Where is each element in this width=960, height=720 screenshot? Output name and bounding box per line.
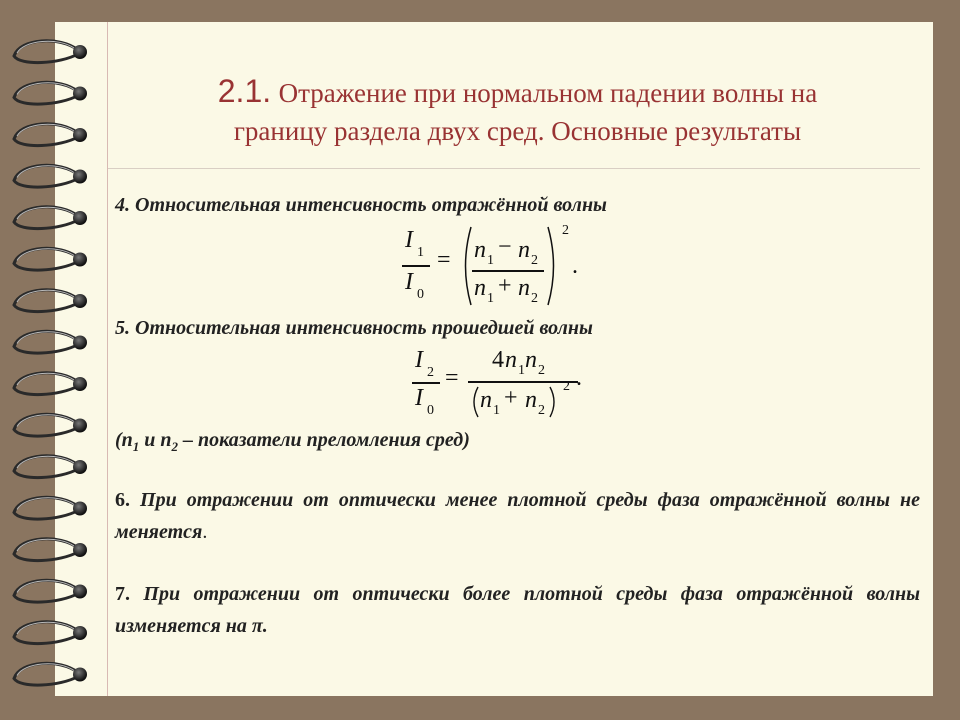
- f1-n1-top-sub: 1: [487, 253, 494, 268]
- title-number: 2.1.: [217, 73, 272, 109]
- spiral-ring: [14, 456, 78, 478]
- note-n1: n: [121, 429, 133, 451]
- spiral-ring: [14, 580, 78, 602]
- f1-I-den: I: [405, 269, 413, 295]
- item-5: 5. Относительная интенсивность прошедшей волны: [115, 317, 593, 339]
- binding-hole: [73, 543, 87, 557]
- slide-title: [115, 72, 920, 150]
- f2-four: 4: [492, 347, 504, 373]
- f2-n2-num: n: [525, 347, 537, 373]
- f1-sub0: 0: [417, 287, 424, 302]
- binding-hole: [73, 626, 87, 640]
- f1-left-paren: [458, 225, 474, 307]
- note-n2: n: [160, 429, 172, 451]
- binding-hole: [73, 336, 87, 350]
- f2-n1-den-sub: 1: [493, 403, 500, 418]
- formula-reflected-intensity: [400, 225, 600, 310]
- spiral-ring: [14, 82, 78, 104]
- note-open: (: [115, 429, 122, 451]
- f2-n2-den: n: [525, 387, 537, 413]
- spiral-ring: [14, 373, 78, 395]
- f1-inner-bar: [472, 270, 544, 272]
- f1-exponent: 2: [562, 223, 569, 238]
- f2-period: .: [576, 365, 582, 391]
- binding-hole: [73, 45, 87, 59]
- f1-minus: −: [498, 234, 512, 260]
- binding-hole: [73, 585, 87, 599]
- f2-I-den: I: [415, 385, 423, 411]
- spiral-ring: [14, 207, 78, 229]
- spiral-ring: [14, 539, 78, 561]
- spiral-binding: [0, 22, 110, 696]
- f1-n2-bot: n: [518, 275, 530, 301]
- note-refractive-indices: [115, 424, 920, 463]
- spiral-ring: [14, 248, 78, 270]
- note-sub2: 2: [171, 439, 179, 454]
- f1-I-num: I: [405, 227, 413, 253]
- f1-n2-top-sub: 2: [531, 253, 538, 268]
- item-6: [115, 484, 920, 548]
- f2-sub2: 2: [427, 365, 434, 380]
- spiral-ring: [14, 41, 78, 63]
- f1-equals: =: [437, 247, 451, 273]
- f1-sub1: 1: [417, 245, 424, 260]
- spiral-ring: [14, 622, 78, 644]
- f1-right-paren: [545, 225, 561, 307]
- f2-n2-num-sub: 2: [538, 363, 545, 378]
- item-4: 4. Относительная интенсивность отражённой волны: [115, 194, 607, 216]
- spiral-ring: [14, 663, 78, 685]
- spiral-ring: [14, 290, 78, 312]
- item-6-text: При отражении от оптически менее плотной среды фаза отражённой волны не меняется: [115, 489, 920, 543]
- binding-hole: [73, 460, 87, 474]
- f2-sub0: 0: [427, 403, 434, 418]
- formula-transmitted-intensity: [410, 345, 610, 425]
- note-mid: и: [139, 429, 161, 451]
- binding-hole: [73, 128, 87, 142]
- f2-equals: =: [445, 365, 459, 391]
- spiral-ring: [14, 124, 78, 146]
- spiral-ring: [14, 414, 78, 436]
- f2-n1-num: n: [505, 347, 517, 373]
- binding-hole: [73, 253, 87, 267]
- f2-exponent: 2: [563, 379, 570, 394]
- f1-n2-top: n: [518, 237, 530, 263]
- f1-period: .: [572, 253, 578, 279]
- item-7-text: При отражении от оптически более плотной среды фаза отражённой волны изменяется на π.: [115, 583, 920, 637]
- item-7-number: 7.: [115, 583, 130, 605]
- binding-hole: [73, 294, 87, 308]
- note-rest: – показатели преломления сред): [178, 429, 470, 451]
- f1-plus: +: [498, 273, 512, 299]
- item-6-end: .: [202, 521, 208, 543]
- f1-n2-bot-sub: 2: [531, 291, 538, 306]
- spiral-ring: [14, 497, 78, 519]
- item-7: [115, 578, 920, 642]
- f2-main-bar: [468, 381, 578, 383]
- f2-n1-den: n: [480, 387, 492, 413]
- spiral-ring: [14, 165, 78, 187]
- binding-hole: [73, 377, 87, 391]
- f2-I-num: I: [415, 347, 423, 373]
- binding-hole: [73, 170, 87, 184]
- title-line2: границу раздела двух сред. Основные результаты: [233, 116, 802, 146]
- f2-n2-den-sub: 2: [538, 403, 545, 418]
- binding-hole: [73, 419, 87, 433]
- spiral-ring: [14, 331, 78, 353]
- f2-left-bar: [412, 382, 440, 384]
- f2-n1-num-sub: 1: [518, 363, 525, 378]
- title-divider: [108, 168, 920, 169]
- binding-hole: [73, 211, 87, 225]
- f2-right-paren: [548, 385, 560, 419]
- binding-hole: [73, 668, 87, 682]
- note-sub1: 1: [132, 439, 140, 454]
- title-line1: Отражение при нормальном падении волны на: [278, 78, 818, 108]
- f1-n1-bot-sub: 1: [487, 291, 494, 306]
- binding-hole: [73, 87, 87, 101]
- f2-left-paren: [468, 385, 480, 419]
- item-6-number: 6.: [115, 489, 130, 511]
- f1-n1-bot: n: [474, 275, 486, 301]
- f1-left-bar: [402, 265, 430, 267]
- f1-n1-top: n: [474, 237, 486, 263]
- f2-plus: +: [504, 385, 518, 411]
- binding-hole: [73, 502, 87, 516]
